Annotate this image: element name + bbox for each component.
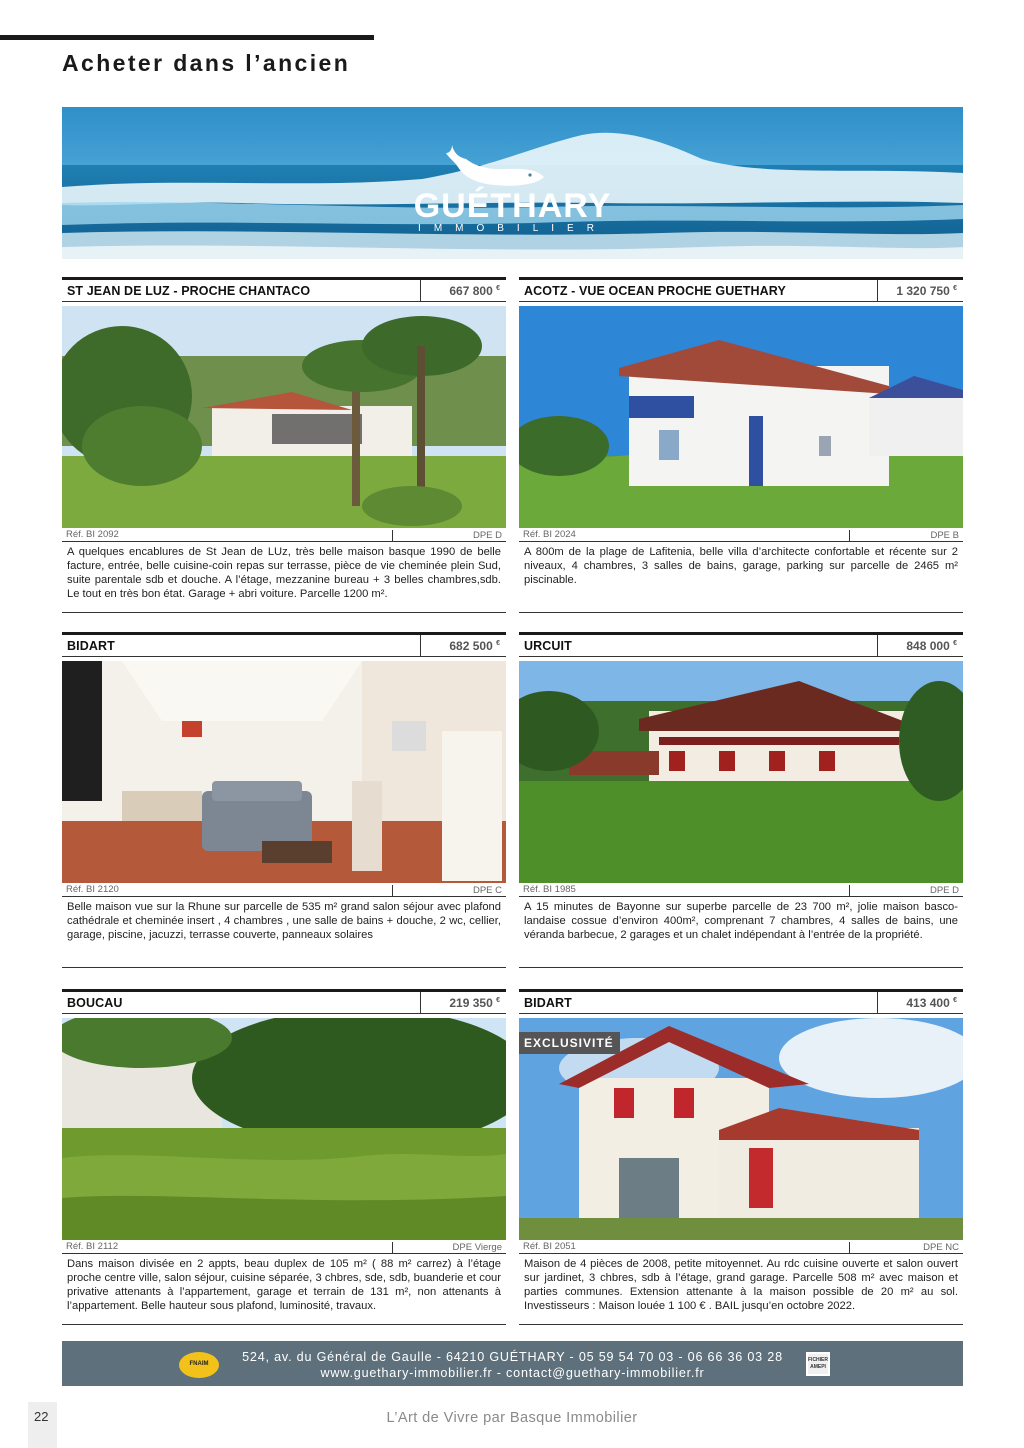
listing-description: A 15 minutes de Bayonne sur superbe parcelle de 23 700 m², jolie maison basco-landaise cossue d’environ 400m², comprenant 7 chambres, 4 salles de bains, une véranda barbecue, 2 garages et un chalet indépendant à l’entrée de la propriété. — [524, 901, 958, 941]
listing-ref: Réf. BI 2092 — [66, 529, 119, 540]
listing-ref: Réf. BI 2120 — [66, 884, 119, 895]
listing-bottom-rule — [62, 967, 506, 968]
whale-icon — [444, 139, 548, 189]
listing-dpe: DPE B — [849, 530, 963, 542]
page-number: 22 — [34, 1409, 49, 1424]
listing-price-box — [420, 635, 506, 656]
currency-symbol: € — [496, 997, 500, 1004]
listing-header — [62, 989, 506, 1014]
currency-symbol: € — [953, 997, 957, 1004]
listing-ref: Réf. BI 1985 — [523, 884, 576, 895]
listing-dpe: DPE D — [392, 530, 506, 542]
overgrown-garden-photo — [62, 1018, 506, 1240]
listing-description: Maison de 4 pièces de 2008, petite mitoyennet. Au rdc cuisine ouverte et salon ouvert sur jardinet, 3 chbres, sdb à l’étage, grand garage. Parcelle 508 m² avec maison et parties communes. Extension attenante à la maison possible de 20 m² au sol. Investisseurs : Maison louée 1 100 € . BAIL jusqu’en octobre 2022. — [524, 1258, 958, 1312]
listing-location: ACOTZ - VUE OCEAN PROCHE GUETHARY — [524, 284, 786, 298]
top-rule — [0, 35, 374, 40]
listing-price: 667 800 — [449, 284, 493, 298]
listing-price: 682 500 — [449, 639, 493, 653]
timbered-house-lawn-photo — [519, 661, 963, 883]
listing-bottom-rule — [519, 612, 963, 613]
section-title: Acheter dans l’ancien — [62, 50, 351, 76]
agency-web-contact[interactable]: www.guethary-immobilier.fr - contact@guethary-immobilier.fr — [320, 1366, 705, 1380]
listing-description: Dans maison divisée en 2 appts, beau duplex de 105 m² ( 88 m² carrez) à l’étage proche centre ville, salon séjour, cuisine séparée, 3 chbres, sde, sdb, buanderie et cour privative attenants à l’appartement, garage et terrain de 131 m², non attenants à l’appartement. Belle hauteur sous plafond, luminosité, travaux. — [67, 1258, 501, 1312]
agency-address: 524, av. du Général de Gaulle - 64210 GUÉTHARY - 05 59 54 70 03 - 06 66 36 03 28 — [242, 1350, 783, 1364]
currency-symbol: € — [496, 285, 500, 292]
listing-dpe: DPE NC — [849, 1242, 963, 1254]
listing-price-box — [877, 635, 963, 656]
listing-price: 413 400 — [906, 996, 950, 1010]
listing-photo[interactable] — [62, 1018, 506, 1240]
listing-meta — [519, 1240, 963, 1254]
listing-location: URCUIT — [524, 639, 572, 653]
listing-header — [519, 277, 963, 302]
listing-photo[interactable] — [519, 306, 963, 528]
listing-bottom-rule — [519, 1324, 963, 1325]
basque-house-garden-photo — [62, 306, 506, 528]
listing-bottom-rule — [519, 967, 963, 968]
listing-ref: Réf. BI 2024 — [523, 529, 576, 540]
exclusivity-badge: EXCLUSIVITÉ — [519, 1032, 620, 1054]
listing-card-st-jean-de-luz[interactable] — [62, 277, 506, 613]
listing-price-box — [877, 992, 963, 1013]
listing-description: Belle maison vue sur la Rhune sur parcelle de 535 m² grand salon séjour avec plafond cathédrale et cheminée insert , 4 chambres , une salle de bains + douche, 2 wc, cellier, garage, piscine, jacuzzi, terrasse couverte, panneaux solaires — [67, 901, 501, 941]
listing-ref: Réf. BI 2051 — [523, 1241, 576, 1252]
listing-header — [62, 277, 506, 302]
listing-card-urcuit[interactable] — [519, 632, 963, 968]
listing-meta — [519, 883, 963, 897]
brand-banner — [62, 107, 963, 259]
listing-header — [519, 632, 963, 657]
listing-bottom-rule — [62, 612, 506, 613]
listing-card-acotz[interactable] — [519, 277, 963, 613]
listing-meta — [62, 1240, 506, 1254]
amepi-logo-text: FICHIER AMEPI — [808, 1357, 828, 1370]
brand-name: GUÉTHARY — [413, 187, 612, 225]
listing-photo[interactable] — [62, 306, 506, 528]
listing-photo[interactable] — [519, 661, 963, 883]
listing-location: BIDART — [67, 639, 115, 653]
amepi-logo-icon — [806, 1352, 830, 1376]
listing-location: BIDART — [524, 996, 572, 1010]
listing-price: 1 320 750 — [896, 284, 950, 298]
living-room-interior-photo — [62, 661, 506, 883]
listing-price: 848 000 — [906, 639, 950, 653]
agency-contact-bar — [62, 1341, 963, 1386]
listing-price-box — [877, 280, 963, 301]
listing-dpe: DPE D — [849, 885, 963, 897]
fnaim-logo-text: FNAIM — [189, 1361, 209, 1367]
listing-header — [62, 632, 506, 657]
currency-symbol: € — [953, 285, 957, 292]
listing-dpe: DPE C — [392, 885, 506, 897]
white-villa-blue-balcony-photo — [519, 306, 963, 528]
listing-meta — [62, 883, 506, 897]
currency-symbol: € — [953, 640, 957, 647]
listing-ref: Réf. BI 2112 — [66, 1241, 119, 1252]
listing-price-box — [420, 280, 506, 301]
listing-photo[interactable] — [519, 1018, 963, 1240]
listing-price: 219 350 — [449, 996, 493, 1010]
brand-subtitle: IMMOBILIER — [418, 223, 607, 234]
listing-photo[interactable] — [62, 661, 506, 883]
listing-bottom-rule — [62, 1324, 506, 1325]
listing-card-bidart-2[interactable] — [519, 989, 963, 1325]
magazine-tagline: L’Art de Vivre par Basque Immobilier — [386, 1410, 638, 1426]
listing-meta — [62, 528, 506, 542]
listing-meta — [519, 528, 963, 542]
listing-location: ST JEAN DE LUZ - PROCHE CHANTACO — [67, 284, 311, 298]
listing-price-box — [420, 992, 506, 1013]
listing-description: A quelques encablures de St Jean de LUz, très belle maison basque 1990 de belle facture, entrée, belle cuisine-coin repas sur terrasse, pièce de vie cheminée plein Sud, suite parentale sdb et douche. A l’étage, mezzanine bureau + 3 belles chambres,sdb. Le tout en très bon état. Garage + abri voiture. Parcelle 1200 m². — [67, 546, 501, 600]
listing-header — [519, 989, 963, 1014]
currency-symbol: € — [496, 640, 500, 647]
listing-description: A 800m de la plage de Lafitenia, belle villa d’architecte confortable et récente sur 2 niveaux, 4 chambres, 3 salles de bains, garage, parking sur parcelle de 2465 m² piscinable. — [524, 546, 958, 586]
listing-dpe: DPE Vierge — [392, 1242, 506, 1254]
listing-card-boucau[interactable] — [62, 989, 506, 1325]
listing-card-bidart-1[interactable] — [62, 632, 506, 968]
listing-location: BOUCAU — [67, 996, 123, 1010]
